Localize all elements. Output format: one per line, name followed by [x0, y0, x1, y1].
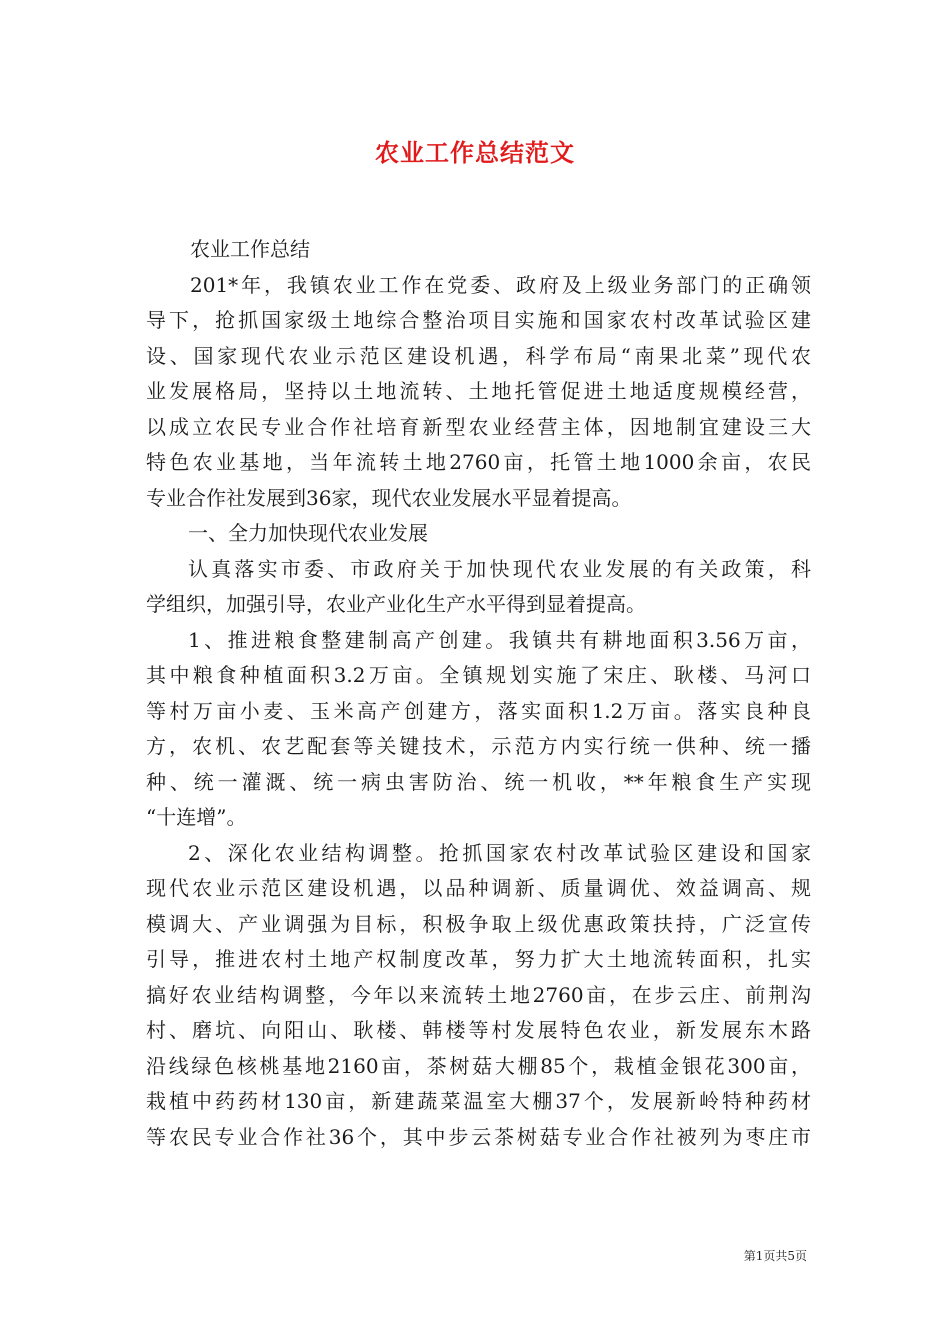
- paragraph-line: 方，农机、农艺配套等关键技术，示范方内实行统一供种、统一播: [146, 734, 811, 758]
- paragraph-line: 等农民专业合作社36个，其中步云茶树菇专业合作社被列为枣庄市: [146, 1124, 811, 1149]
- paragraph-line: 学组织，加强引导，农业产业化生产水平得到显着提高。: [146, 592, 646, 616]
- paragraph-line: 种、统一灌溉、统一病虫害防治、统一机收，**年粮食生产实现: [146, 769, 811, 794]
- paragraph-line: 搞好农业结构调整，今年以来流转土地2760亩，在步云庄、前荆沟: [146, 982, 811, 1007]
- page-number: 第1页共5页: [743, 1249, 807, 1263]
- section-heading: 农业工作总结: [190, 237, 310, 261]
- paragraph-line: 导下，抢抓国家级土地综合整治项目实施和国家农村改革试验区建: [146, 308, 811, 332]
- paragraph-line: 特色农业基地，当年流转土地2760亩，托管土地1000余亩，农民: [146, 450, 811, 474]
- paragraph-line: 现代农业示范区建设机遇，以品种调新、质量调优、效益调高、规: [146, 876, 811, 900]
- section-heading: 一、全力加快现代农业发展: [188, 521, 428, 545]
- paragraph-line: 认真落实市委、市政府关于加快现代农业发展的有关政策，科: [188, 556, 811, 581]
- paragraph-line: 栽植中药药材130亩，新建蔬菜温室大棚37个，发展新岭特种药材: [146, 1089, 811, 1113]
- paragraph-line: 村、磨坑、向阳山、耿楼、韩楼等村发展特色农业，新发展东木路: [146, 1018, 811, 1042]
- paragraph-line: 设、国家现代农业示范区建设机遇，科学布局“南果北菜”现代农: [146, 343, 811, 368]
- paragraph-line: “十连增”。: [146, 805, 247, 829]
- paragraph-line: 1、推进粮食整建制高产创建。我镇共有耕地面积3.56万亩，: [188, 627, 811, 652]
- paragraph-line: 2、深化农业结构调整。抢抓国家农村改革试验区建设和国家: [188, 840, 811, 865]
- paragraph-line: 业发展格局，坚持以土地流转、土地托管促进土地适度规模经营，: [146, 379, 811, 403]
- document-body: [146, 232, 811, 1155]
- paragraph-line: 引导，推进农村土地产权制度改革，努力扩大土地流转面积，扎实: [146, 947, 811, 971]
- paragraph-line: 模调大、产业调强为目标，积极争取上级优惠政策扶持，广泛宣传: [146, 911, 811, 936]
- paragraph-line: 专业合作社发展到36家，现代农业发展水平显着提高。: [146, 485, 632, 510]
- paragraph-line: 201*年，我镇农业工作在党委、政府及上级业务部门的正确领: [190, 272, 811, 297]
- paragraph-line: 沿线绿色核桃基地2160亩，茶树菇大棚85个，栽植金银花300亩，: [146, 1053, 811, 1078]
- paragraph-line: 以成立农民专业合作社培育新型农业经营主体，因地制宜建设三大: [146, 414, 811, 439]
- paragraph-line: 等村万亩小麦、玉米高产创建方，落实面积1.2万亩。落实良种良: [146, 698, 811, 723]
- document-title: 农业工作总结范文: [375, 138, 575, 167]
- paragraph-line: 其中粮食种植面积3.2万亩。全镇规划实施了宋庄、耿楼、马河口: [146, 663, 811, 687]
